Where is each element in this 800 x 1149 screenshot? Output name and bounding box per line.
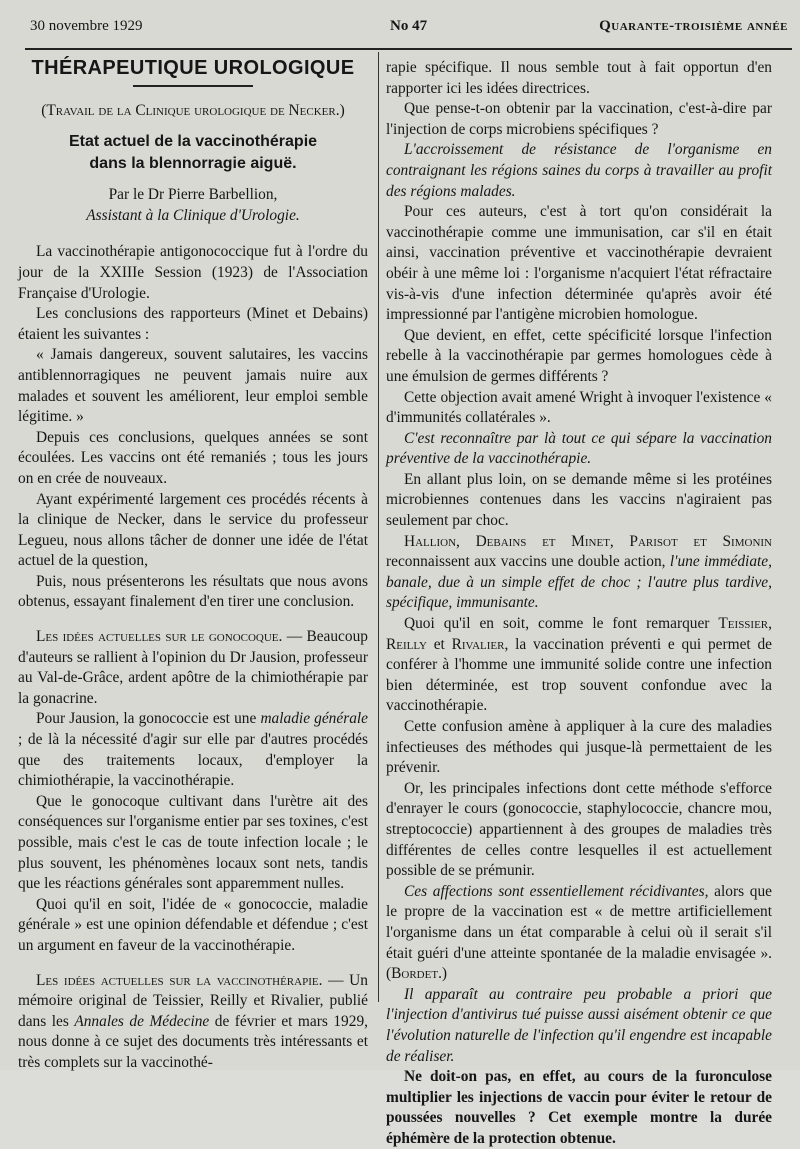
left-column [18,58,368,1074]
paragraph: Cette objection avait amené Wright à invoquer l'existence « d'immunités collatérales ». [386,388,772,427]
issue-date: 30 novembre 1929 [30,18,143,34]
emphasis: l'une immédiate, banale, due à un simple effet de choc ; l'autre plus tardive, spécifique, immunisante. [386,553,772,612]
paragraph [386,614,772,717]
paragraph-text: .) [438,965,448,983]
paragraph: Ayant expérimenté largement ces procédés récents à la clinique de Necker, dans le service du professeur Legueu, nous allons tâcher de donner une idée de l'état actuel de la question, [18,490,368,570]
article-source: (Travail de la Clinique urologique de Necker.) [41,101,345,119]
paragraph: Depuis ces conclusions, quelques années se sont écoulées. Les vaccins ont été remaniés ; tous les jours on en crée de nouveaux. [18,428,368,487]
paragraph [386,532,772,614]
article-title-line-1: Etat actuel de la vaccinothérapie [68,133,318,151]
paragraph-text: Pour Jausion, la gonococcie est une [36,710,261,728]
emphasis: Ces affections sont essentiellement récidivantes, [404,882,709,900]
paragraph: Pour ces auteurs, c'est à tort qu'on considérait la vaccinothérapie comme une immunisation, car s'il en était ainsi, vaccination préventive et vaccinothérapie devraient obéir à une même loi : l'organisme n'acquiert l'état réfractaire vis-à-vis d'une infection déterminée qu'après avoir été impressionné par l'antigène microbien homologue. [386,203,772,324]
emphasized-paragraph: Il apparaît au contraire peu probable a priori que l'injection d'antivirus tué puisse aussi aisément obtenir ce que l'évolution naturelle de l'infection qu'il engendre est incapable de réaliser. [386,985,772,1065]
right-column [386,58,772,1149]
paragraph: Cette confusion amène à appliquer à la cure des maladies infectieuses des méthodes qui jusque-là permettaient de les prévenir. [386,718,772,777]
column-divider [378,52,379,1002]
paragraph: Quoi qu'il en soit, l'idée de « gonococcie, maladie générale » est une opinion défendable et défendue ; c'est un argument en faveur de la vaccinothérapie. [18,895,368,954]
paragraph [18,709,368,791]
paragraph: Puis, nous présenterons les résultats que nous avons obtenus, essayant finalement d'en tirer une conclusion. [18,572,368,611]
paragraph-text: ; de là la nécessité d'agir sur elle par d'autres procédés que des traitements locaux, d'employer la chimiothérapie, la vaccinothérapie. [18,731,368,790]
section-heading: Les idées actuelles sur le gonocoque. [36,628,283,646]
section-text: — Beaucoup d'auteurs se rallient à l'opinion du Dr Jausion, professeur au Val-de-Grâce, ardent apôtre de la chimiothérapie par la gonacrine. [18,628,368,707]
section-heading: Les idées actuelles sur la vaccinothérapie. [36,971,323,989]
journal-name: Annales de Médecine [74,1012,210,1030]
volume-year: Quarante-troisième année [599,18,788,34]
paragraph: Or, les principales infections dont cette méthode s'efforce d'enrayer le cours (gonococcie, staphylococcie, chancre mou, streptococcie) appartiennent à des groupes de maladies très différentes de celles contre lesquelles il est actuellement possible de se prémunir. [386,779,772,880]
paragraph-text: , la vaccination préventi e qui permet de conférer à l'homme une immunité solide contre une infection bien déterminée, est trop souvent confondue avec la vaccinothérapie. [386,635,772,715]
author-names: Teissier, Reilly [386,615,772,653]
paragraph-text: alors que le propre de la vaccination est « de mettre artificiellement l'organisme dans un état comparable à celui où il serait s'il était guéri d'une atteinte spontanée de la maladie envisagée ». ( [386,882,773,983]
quotation: « Jamais dangereux, souvent salutaires, les vaccins antiblennorragiques ne peuvent jamais nuire aux malades et souvent les améliorent, leur emploi semble légitime. » [18,346,368,426]
paragraph: Que le gonocoque cultivant dans l'urètre ait des conséquences sur l'organisme entier par ses toxines, c'est possible, mais c'est le cas de toute infection locale ; le plus souvent, les phénomènes locaux sont nets, tandis que les réactions générales sont apparemment nulles. [18,792,368,893]
article-section-title: THÉRAPEUTIQUE UROLOGIQUE [31,57,355,79]
title-rule [133,85,253,87]
paragraph: Que pense-t-on obtenir par la vaccination, c'est-à-dire par l'injection de corps microbiens spécifiques ? [386,100,772,138]
paragraph [386,882,772,985]
author-names: Rivalier [451,635,505,653]
section-paragraph [18,627,368,709]
article-author: Par le Dr Pierre Barbellion, [108,186,278,204]
header-rule [25,48,792,50]
paragraph: rapie spécifique. Il nous semble tout à fait opportun d'en rapporter ici les idées directrices. [386,59,772,97]
paragraph: La vaccinothérapie antigonococcique fut à l'ordre du jour de la XXIIIe Session (1923) de l'Association Française d'Urologie. [18,243,368,302]
emphasized-paragraph: L'accroissement de résistance de l'organisme en contraignant les régions saines du corps à travailler au profit des régions malades. [386,141,772,200]
page-header [30,18,788,44]
author-names: Bordet [391,965,439,983]
author-names: Hallion, Debains et Minet, Parisot et Simonin [404,532,772,550]
paragraph: Les conclusions des rapporteurs (Minet et Debains) étaient les suivantes : [18,305,368,343]
emphasis: maladie générale [260,710,369,728]
paragraph: Ne doit-on pas, en effet, au cours de la furonculose multiplier les injections de vaccin pour éviter le retour de poussées nouvelles ? Cet exemple montre la durée éphémère de la protection obtenue. [386,1068,772,1147]
paragraph: Que devient, en effet, cette spécificité lorsque l'infection rebelle à la vaccinothérapie par germes homologues cède à une émulsion de germes différents ? [386,326,772,385]
article-title-line-2: dans la blennorragie aiguë. [89,155,297,173]
section-paragraph [18,971,368,1074]
issue-number: No 47 [390,18,428,34]
section-text: de février et mars 1929, nous donne à ce sujet des documents très intéressants et très complets sur la vaccinothé- [18,1012,368,1071]
section-text: — Un mémoire original de Teissier, Reilly et Rivalier, publié dans les [18,971,368,1030]
author-role: Assistant à la Clinique d'Urologie. [86,206,300,224]
paragraph-text: reconnaissent aux vaccins une double action, [386,553,670,571]
paragraph-text: et [426,635,452,653]
paragraph: En allant plus loin, on se demande même si les protéines microbiennes contenues dans les vaccins n'agiraient pas seulement par choc. [386,470,772,530]
paragraph-text: Quoi qu'il en soit, comme le font remarquer [404,615,719,633]
emphasized-paragraph: C'est reconnaître par là tout ce qui sépare la vaccination préventive de la vaccinothérapie. [386,429,772,468]
